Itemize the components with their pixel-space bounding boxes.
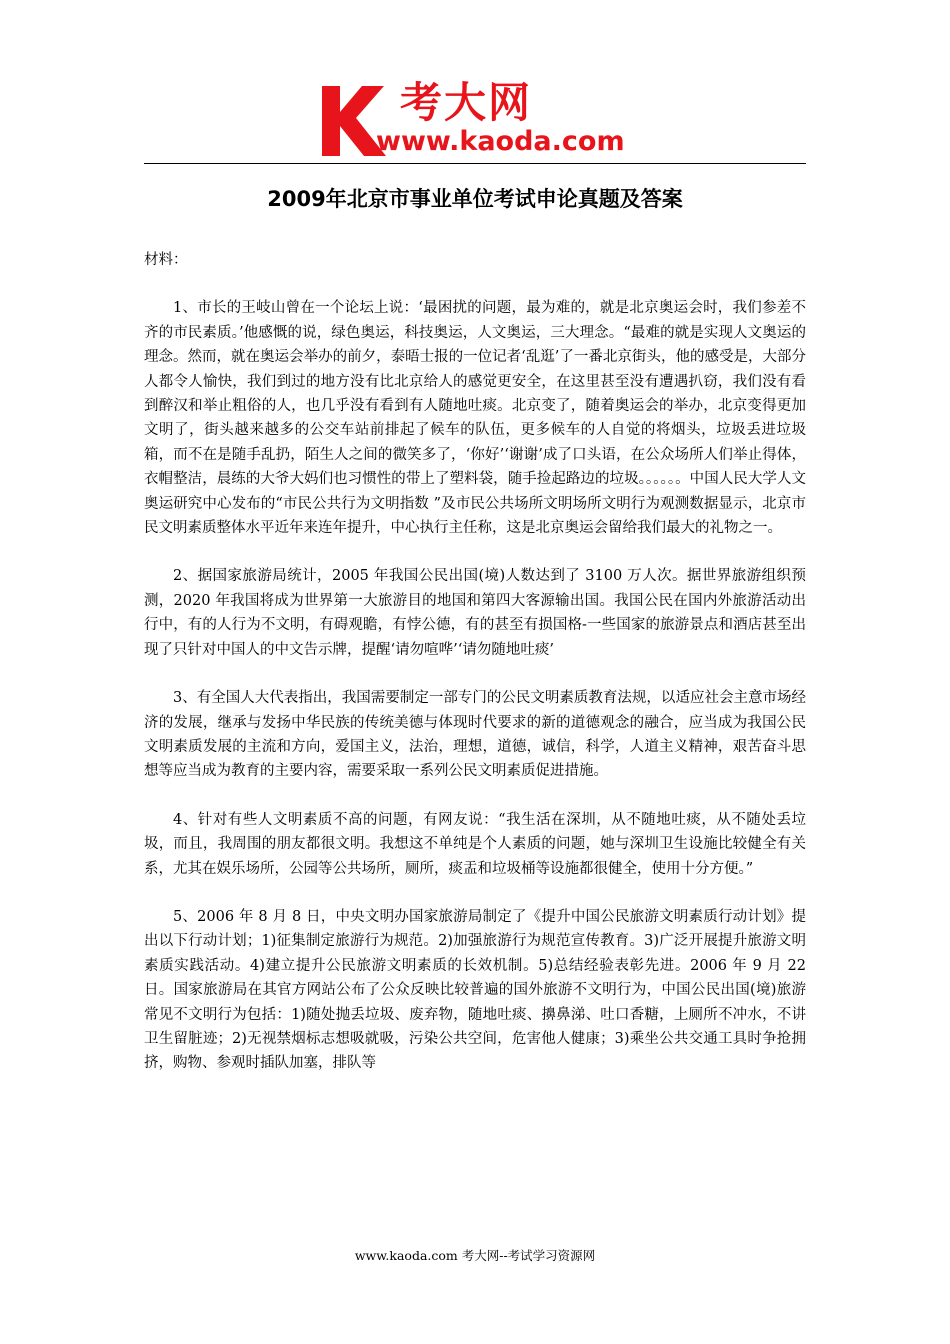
paragraph-4: 4、针对有些人文明素质不高的问题，有网友说：“我生活在深圳，从不随地吐痰，从不随处丢垃圾，而且，我周围的朋友都很文明。我想这不单纯是个人素质的问题，她与深圳卫生设施比较健全有关系，尤其在娱乐场所，公园等公共场所，厕所，痰盂和垃圾桶等设施都很健全，使用十分方便。” <box>144 811 806 877</box>
paragraph-1: 1、市长的王岐山曾在一个论坛上说：‘最困扰的问题，最为难的，就是北京奥运会时，我们参差不齐的市民素质。’他感慨的说，绿色奥运，科技奥运，人文奥运，三大理念。“最难的就是实现人文奥运的理念。然而，就在奥运会举办的前夕，泰晤士报的一位记者‘乱逛’了一番北京街头，他的感受是，大部分人都令人愉快，我们到过的地方没有比北京给人的感觉更安全，在这里甚至没有遭遇扒窃，我们没有看到醉汉和举止粗俗的人，也几乎没有看到有人随地吐痰。北京变了，随着奥运会的举办，北京变得更加文明了，街头越来越多的公交车站前排起了候车的队伍，更多候车的人自觉的将烟头，垃圾丢进垃圾箱，而不在是随手乱扔，陌生人之间的微笑多了，‘你好’‘谢谢’成了口头语，在公众场所人们举止得体，衣帽整洁，晨练的大爷大妈们也习惯性的带上了塑料袋，随手捡起路边的垃圾。。。。。。中国人民大学人文奥运研究中心发布的“市民公共行为文明指数 ”及市民公共场所文明场所文明行为观测数据显示，北京市民文明素质整体水平近年来连年提升，中心执行主任称，这是北京奥运会留给我们最大的礼物之一。 <box>144 300 806 537</box>
material-label: 材料： <box>144 252 188 268</box>
site-logo <box>318 80 638 160</box>
paragraph-3: 3、有全国人大代表指出，我国需要制定一部专门的公民文明素质教育法规，以适应社会主意市场经济的发展，继承与发扬中华民族的传统美德与体现时代要求的新的道德观念的融合，应当成为我国公民文明素质发展的主流和方向，爱国主义，法治，理想，道德，诚信，科学，人道主义精神，艰苦奋斗思想等应当成为教育的主要内容，需要采取一系列公民文明素质促进措施。 <box>144 690 806 780</box>
document-body <box>144 248 806 1100</box>
header-divider <box>144 163 806 164</box>
page-footer: www.kaoda.com 考大网--考试学习资源网 <box>354 1248 596 1263</box>
logo-url: www.kaoda.com <box>376 126 625 157</box>
logo-name: 考大网 <box>400 78 533 127</box>
paragraph-5: 5、2006 年 8 月 8 日，中央文明办国家旅游局制定了《提升中国公民旅游文明素质行动计划》提出以下行动计划；1)征集制定旅游行为规范。2)加强旅游行为规范宣传教育。3)广泛开展提升旅游文明素质实践活动。4)建立提升公民旅游文明素质的长效机制。5)总结经验表彰先进。2006 年 9 月 22 日。国家旅游局在其官方网站公布了公众反映比较普遍的国外旅游不文明行为，中国公民出国(境)旅游常见不文明行为包括：1)随处抛丢垃圾、废弃物，随地吐痰、擤鼻涕、吐口香糖，上厕所不冲水，不讲卫生留脏迹；2)无视禁烟标志想吸就吸，污染公共空间，危害他人健康；3)乘坐公共交通工具时争抢拥挤，购物、参观时插队加塞，排队等 <box>144 908 806 1072</box>
document-title: 2009年北京市事业单位考试申论真题及答案 <box>267 187 683 211</box>
paragraph-2: 2、据国家旅游局统计，2005 年我国公民出国(境)人数达到了 3100 万人次。据世界旅游组织预测，2020 年我国将成为世界第一大旅游目的地国和第四大客源输出国。我国公民在国内外旅游活动出行中，有的人行为不文明，有碍观瞻，有悖公德，有的甚至有损国格-一些国家的旅游景点和酒店甚至出现了只针对中国人的中文告示牌，提醒‘请勿喧哗’‘请勿随地吐痰’ <box>144 568 806 658</box>
